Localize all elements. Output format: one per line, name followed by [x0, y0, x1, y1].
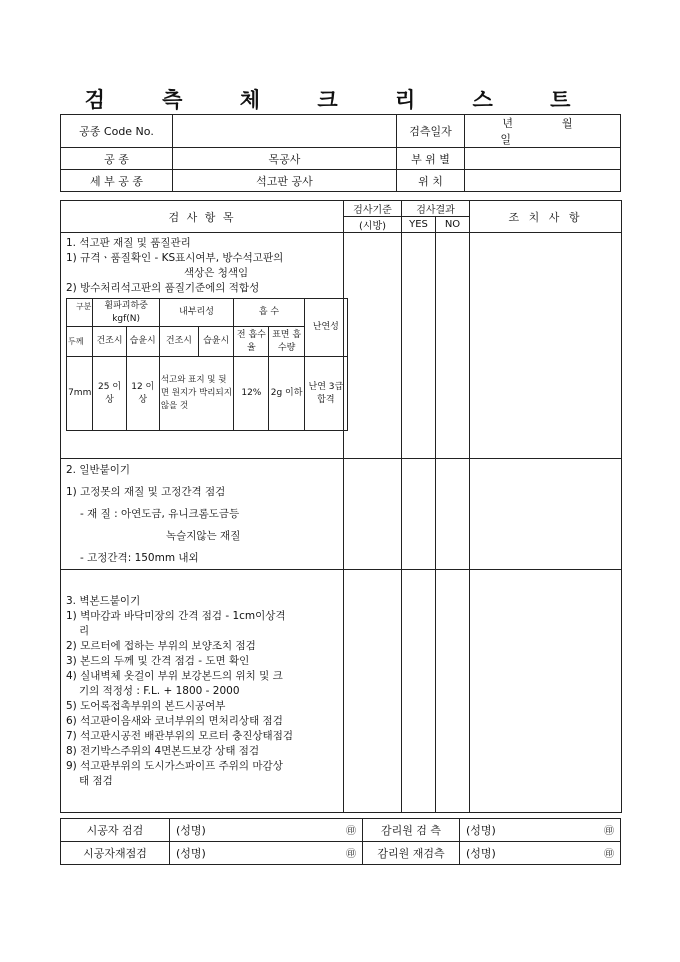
spec-v-fire: 난연 3급 합격: [304, 357, 347, 431]
spec-v-wet: 12 이상: [126, 357, 159, 431]
section-3: [61, 570, 344, 813]
contractor-check-sign[interactable]: [170, 819, 363, 842]
no-cell[interactable]: [436, 233, 470, 459]
checklist-table: [60, 200, 622, 813]
supervisor-recheck-label: 감리원 재검측: [363, 842, 460, 865]
spec-break-title: 휨파괴하중: [104, 300, 148, 311]
section-3-title: 3. 벽본드붙이기: [66, 595, 141, 607]
work-value: 목공사: [173, 148, 397, 170]
seal-icon: ㊞: [604, 826, 614, 837]
supervisor-check-label: 감리원 검 측: [363, 819, 460, 842]
col-yes: YES: [402, 217, 436, 233]
location-field[interactable]: [465, 170, 621, 192]
section-2-line: 1) 고정못의 재질 및 고정간격 점검: [66, 486, 226, 498]
section-1-line: 색상은 청색임: [184, 267, 249, 279]
seal-icon: ㊞: [346, 849, 356, 860]
no-cell[interactable]: [436, 459, 470, 570]
section-3-row: [61, 570, 622, 813]
action-cell[interactable]: [470, 233, 622, 459]
spec-dukke: 두께: [67, 327, 93, 357]
section-3-line: 2) 모르터에 접하는 부위의 보양조치 점검: [66, 640, 256, 652]
spec-gubun: 구분: [75, 302, 92, 311]
yes-cell[interactable]: [402, 570, 436, 813]
section-2-title: 2. 일반붙이기: [66, 464, 131, 476]
contractor-check-label: 시공자 검검: [61, 819, 170, 842]
work-label: 공 종: [61, 148, 173, 170]
criteria-cell[interactable]: [344, 459, 402, 570]
section-2: [61, 459, 344, 570]
section-3-line: 기의 적정성 : F.L. + 1800 - 2000: [79, 685, 240, 697]
section-1-title: 1. 석고판 재질 및 품질관리: [66, 237, 191, 249]
header-table: [60, 114, 621, 192]
section-3-line: 3) 본드의 두께 및 간격 점검 - 도면 확인: [66, 655, 250, 667]
section-2-line: - 재 질 : 아연도금, 유니크롬도금등: [80, 508, 240, 520]
yes-cell[interactable]: [402, 233, 436, 459]
section-3-line: 태 점검: [79, 775, 113, 787]
spec-wet1: 습윤시: [126, 327, 159, 357]
col-items-header: 검 사 항 목: [61, 201, 344, 233]
part-label: 부 위 별: [397, 148, 465, 170]
name-label: (성명): [466, 824, 496, 837]
contractor-recheck-label: 시공자재점검: [61, 842, 170, 865]
section-1-line: 2) 방수처리석고판의 품질기준에의 적합성: [66, 282, 260, 294]
seal-icon: ㊞: [604, 849, 614, 860]
yes-cell[interactable]: [402, 459, 436, 570]
col-action-header: 조 치 사 항: [470, 201, 622, 233]
name-label: (성명): [176, 847, 206, 860]
name-label: (성명): [466, 847, 496, 860]
spec-v-total: 12%: [234, 357, 269, 431]
spec-total: 전 흡수율: [234, 327, 269, 357]
contractor-recheck-sign[interactable]: [170, 842, 363, 865]
code-label: 공종 Code No.: [61, 115, 173, 148]
spec-break-unit: kgf(N): [112, 313, 141, 324]
code-field[interactable]: [173, 115, 397, 148]
section-1-line: 1) 규격ㆍ품질확인 - KS표시여부, 방수석고판의: [66, 252, 284, 264]
name-label: (성명): [176, 824, 206, 837]
col-no: NO: [436, 217, 470, 233]
spec-fire-header: 난연성: [304, 299, 347, 357]
seal-icon: ㊞: [346, 826, 356, 837]
section-2-line: 녹슬지않는 재질: [166, 530, 241, 542]
spec-v-dry: 25 이상: [93, 357, 126, 431]
detail-label: 세 부 공 종: [61, 170, 173, 192]
action-cell[interactable]: [470, 570, 622, 813]
signature-table: [60, 818, 621, 865]
supervisor-recheck-sign[interactable]: [460, 842, 621, 865]
section-3-line: 8) 전기박스주위의 4면본드보강 상태 점검: [66, 745, 260, 757]
detail-value: 석고판 공사: [173, 170, 397, 192]
spec-v-surface: 2g 이하: [269, 357, 304, 431]
date-month: 월: [561, 117, 573, 130]
date-year: 년: [502, 117, 513, 130]
page-title: 검 측 체 크 리 스 트: [84, 87, 596, 112]
location-label: 위 치: [397, 170, 465, 192]
criteria-cell[interactable]: [344, 233, 402, 459]
section-1: [61, 233, 344, 459]
spec-surface: 표면 흡수량: [269, 327, 304, 357]
spec-v-deform: 석고와 표지 및 뒷면 원지가 박리되지 않을 것: [159, 357, 233, 431]
spec-deform-header: 내부리성: [159, 299, 233, 327]
section-3-line: 7) 석고판시공전 배관부위의 모르터 충진상태점검: [66, 730, 293, 742]
spec-dry1: 건조시: [93, 327, 126, 357]
spec-absorb-header: 흡 수: [234, 299, 304, 327]
col-criteria-sub: (시방): [344, 217, 402, 233]
no-cell[interactable]: [436, 570, 470, 813]
criteria-cell[interactable]: [344, 570, 402, 813]
spec-corner: [67, 299, 93, 327]
date-field[interactable]: [465, 115, 621, 148]
spec-dry2: 건조시: [159, 327, 198, 357]
supervisor-check-sign[interactable]: [460, 819, 621, 842]
spec-v-thick: 7mm: [67, 357, 93, 431]
action-cell[interactable]: [470, 459, 622, 570]
section-3-line: 9) 석고판부위의 도시가스파이프 주위의 마감상: [66, 760, 283, 772]
col-criteria-header: 검사기준: [344, 201, 402, 217]
date-label: 검측일자: [397, 115, 465, 148]
section-3-line: 리: [79, 625, 90, 637]
section-1-row: [61, 233, 622, 459]
part-field[interactable]: [465, 148, 621, 170]
section-3-line: 5) 도어록접촉부위의 본드시공여부: [66, 700, 226, 712]
section-2-row: [61, 459, 622, 570]
spec-table: [66, 298, 348, 431]
section-2-line: - 고정간격: 150mm 내외: [80, 552, 199, 564]
section-3-line: 6) 석고판이음새와 코너부위의 면처리상태 점검: [66, 715, 283, 727]
section-3-line: 1) 벽마감과 바닥미장의 간격 점검 - 1cm이상격: [66, 610, 286, 622]
section-3-line: 4) 실내벽체 옷걸이 부위 보강본드의 위치 및 크: [66, 670, 283, 682]
col-result-header: 검사결과: [402, 201, 470, 217]
date-day: 일: [500, 133, 511, 146]
spec-break-header: [93, 299, 159, 327]
spec-wet2: 습윤시: [199, 327, 234, 357]
